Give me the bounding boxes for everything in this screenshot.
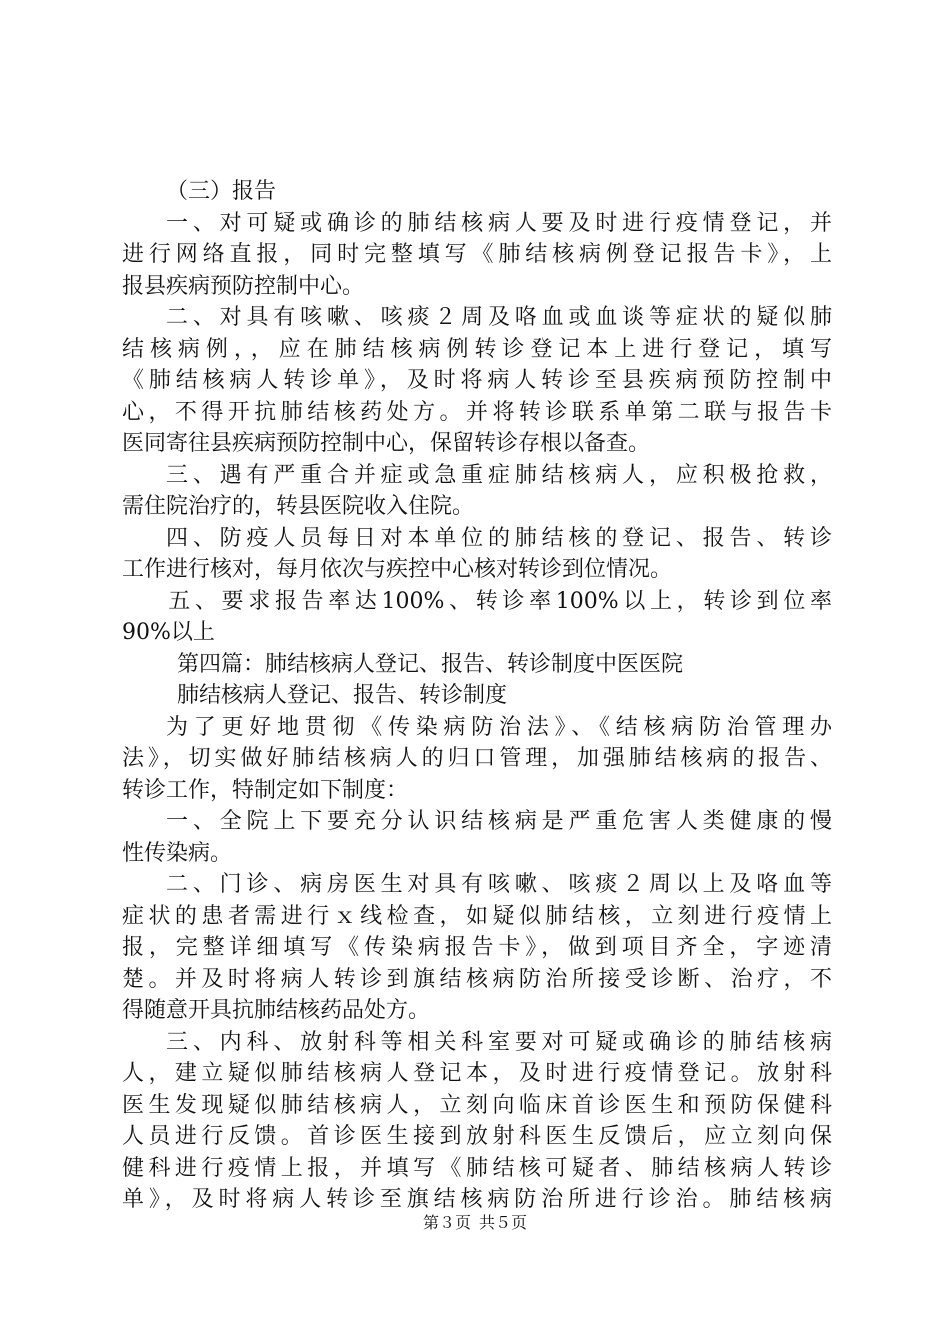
text-line: （三）报告	[166, 179, 277, 204]
text-line: 报，完整详细填写《传染病报告卡》，做到项目齐全，字迹清	[122, 935, 832, 960]
text-line: 第四篇：肺结核病人登记、报告、转诊制度中医医院	[177, 651, 684, 677]
text-line: 三、遇有严重合并症或急重症肺结核病人，应积极抢救，	[166, 462, 832, 488]
text-line: 症状的患者需进行ｘ线检查，如疑似肺结核，立刻进行疫情上	[122, 903, 832, 929]
text-line: 楚。并及时将病人转诊到旗结核病防治所接受诊断、治疗，不	[122, 966, 832, 992]
text-line: 转诊工作，特制定如下制度：	[122, 777, 409, 803]
text-line: 肺结核病人登记、报告、转诊制度	[177, 683, 508, 708]
text-line: 人，建立疑似肺结核病人登记本，及时进行疫情登记。放射科	[122, 1061, 832, 1086]
text-line: 二、门诊、病房医生对具有咳嗽、咳痰２周以上及咯血等	[166, 872, 832, 897]
text-line: 单》，及时将病人转诊至旗结核病防治所进行诊治。肺结核病	[122, 1187, 832, 1212]
document-body	[122, 176, 832, 1216]
text-line: 三、内科、放射科等相关科室要对可疑或确诊的肺结核病	[166, 1029, 832, 1055]
text-line: 心，不得开抗肺结核药处方。并将转诊联系单第二联与报告卡	[122, 399, 832, 425]
page-footer	[0, 1213, 950, 1233]
page-number: 第３页	[422, 1213, 471, 1232]
text-line: 一、全院上下要充分认识结核病是严重危害人类健康的慢	[166, 809, 832, 834]
text-line: 性传染病。	[122, 840, 233, 866]
text-line: 一、对可疑或确诊的肺结核病人要及时进行疫情登记，并	[166, 210, 832, 236]
page-total: 共５页	[479, 1213, 528, 1232]
text-line: 需住院治疗的，转县医院收入住院。	[122, 494, 475, 519]
text-line: 人员进行反馈。首诊医生接到放射科医生反馈后，应立刻向保	[122, 1124, 832, 1149]
text-line: 医同寄往县疾病预防控制中心，保留转诊存根以备查。	[122, 431, 651, 456]
text-line: 五、要求报告率达100%、转诊率100%以上，转诊到位率	[168, 588, 832, 614]
text-line: 进行网络直报，同时完整填写《肺结核病例登记报告卡》，上	[122, 242, 832, 267]
text-line: 工作进行核对，每月依次与疾控中心核对转诊到位情况。	[122, 557, 673, 582]
text-line: 为了更好地贯彻《传染病防治法》、《结核病防治管理办	[166, 714, 832, 740]
text-line: 医生发现疑似肺结核病人，立刻向临床首诊医生和预防保健科	[122, 1092, 832, 1118]
text-line: 四、防疫人员每日对本单位的肺结核的登记、报告、转诊	[166, 525, 832, 551]
text-line: 得随意开具抗肺结核药品处方。	[122, 998, 431, 1023]
text-line: 法》，切实做好肺结核病人的归口管理，加强肺结核病的报告、	[122, 746, 832, 771]
text-line: 报县疾病预防控制中心。	[122, 273, 365, 299]
text-line: 结核病例，，应在肺结核病例转诊登记本上进行登记，填写	[122, 336, 832, 362]
text-line: 二、对具有咳嗽、咳痰２周及咯血或血谈等症状的疑似肺	[166, 305, 832, 330]
text-line: 90%以上	[122, 620, 215, 645]
text-line: 《肺结核病人转诊单》，及时将病人转诊至县疾病预防控制中	[122, 368, 832, 393]
text-line: 健科进行疫情上报，并填写《肺结核可疑者、肺结核病人转诊	[122, 1155, 832, 1181]
